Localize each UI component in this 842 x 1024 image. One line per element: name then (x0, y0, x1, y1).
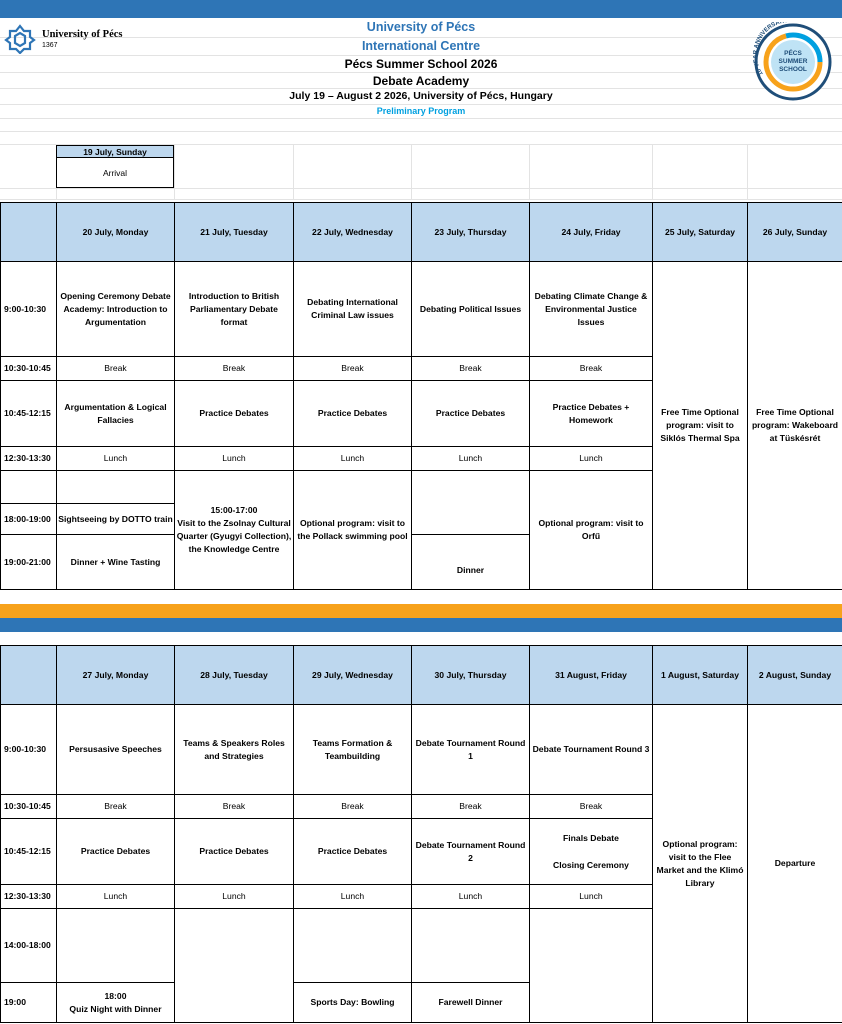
week1-day-header: 20 July, Monday (57, 203, 175, 262)
lunch-cell: Lunch (412, 447, 530, 471)
monday-evening-activity: Quiz Night with Dinner (69, 1003, 162, 1014)
badge-line2: SUMMER (778, 58, 808, 65)
break-cell: Break (294, 357, 412, 381)
empty-cell (530, 909, 653, 1023)
session-cell: Practice Debates (294, 819, 412, 885)
empty-cell (57, 909, 175, 983)
week2-day-header: 31 August, Friday (530, 646, 653, 705)
saturday-free-time: Free Time Optional program: visit to Siklós Thermal Spa (653, 262, 748, 590)
week1-day-header: 26 July, Sunday (748, 203, 842, 262)
time-slot: 19:00-21:00 (1, 535, 57, 590)
break-cell: Break (57, 795, 175, 819)
week1-day-header: 21 July, Tuesday (175, 203, 294, 262)
empty-cell (412, 909, 530, 983)
badge-ring-text: 10 YEAR ANNIVERSA (753, 22, 781, 77)
anniversary-badge-icon (753, 22, 833, 102)
time-slot: 12:30-13:30 (1, 447, 57, 471)
sunday-free-time: Free Time Optional program: Wakeboard at Tüskésrét (748, 262, 842, 590)
time-slot: 10:45-12:15 (1, 381, 57, 447)
week1-day-header: 23 July, Thursday (412, 203, 530, 262)
lunch-cell: Lunch (294, 885, 412, 909)
break-cell: Break (294, 795, 412, 819)
divider-blue-stripe (0, 618, 842, 632)
break-cell: Break (175, 357, 294, 381)
session-cell: Teams Formation & Teambuilding (294, 705, 412, 795)
arrival-activity: Arrival (56, 158, 174, 188)
break-cell: Break (412, 357, 530, 381)
empty-cell (294, 909, 412, 983)
session-cell: Debate Tournament Round 2 (412, 819, 530, 885)
logo-name: University of Pécs (42, 29, 123, 40)
session-cell: Teams & Speakers Roles and Strategies (175, 705, 294, 795)
saturday-optional-program: Optional program: visit to the Flee Market and the Klimó Library (653, 705, 748, 1023)
week2-schedule-table (0, 645, 842, 1023)
lunch-cell: Lunch (57, 885, 175, 909)
divider-orange-stripe (0, 604, 842, 618)
session-cell: Sports Day: Bowling (294, 983, 412, 1023)
break-cell: Break (530, 357, 653, 381)
lunch-cell: Lunch (57, 447, 175, 471)
session-cell: Practice Debates (175, 381, 294, 447)
empty-cell (175, 909, 294, 1023)
session-cell: Introduction to British Parliamentary Debate format (175, 262, 294, 357)
session-cell: Argumentation & Logical Fallacies (57, 381, 175, 447)
week1-schedule-table (0, 202, 842, 590)
time-slot: 19:00 (1, 983, 57, 1023)
session-cell: Practice Debates (57, 819, 175, 885)
session-cell: Debate Tournament Round 1 (412, 705, 530, 795)
lunch-cell: Lunch (175, 447, 294, 471)
week2-corner-cell (1, 646, 57, 705)
lunch-cell: Lunch (175, 885, 294, 909)
badge-line1: PÉCS (784, 50, 802, 57)
week2-day-header: 1 August, Saturday (653, 646, 748, 705)
session-cell: Farewell Dinner (412, 983, 530, 1023)
empty-cell (57, 471, 175, 504)
week1-day-header: 24 July, Friday (530, 203, 653, 262)
week2-day-header: 28 July, Tuesday (175, 646, 294, 705)
week2-day-header: 30 July, Thursday (412, 646, 530, 705)
lunch-cell: Lunch (294, 447, 412, 471)
break-cell: Break (412, 795, 530, 819)
break-cell: Break (530, 795, 653, 819)
friday-finals-cell (530, 819, 653, 885)
time-slot (1, 471, 57, 504)
week1-day-header: 22 July, Wednesday (294, 203, 412, 262)
lunch-cell: Lunch (412, 885, 530, 909)
time-slot: 10:30-10:45 (1, 357, 57, 381)
session-cell: Debating Political Issues (412, 262, 530, 357)
tuesday-afternoon-activity: Visit to the Zsolnay Cultural Quarter (Gyugyi Collection), the Knowledge Centre (176, 518, 292, 554)
header-academy: Debate Academy (372, 74, 470, 88)
logo-year: 1367 (42, 42, 58, 49)
week2-day-header: 2 August, Sunday (748, 646, 842, 705)
week1-corner-cell (1, 203, 57, 262)
monday-evening-cell (57, 983, 175, 1023)
top-accent-bar (0, 0, 842, 18)
arrival-day: 19 July, Sunday (56, 145, 174, 158)
tuesday-afternoon-cell (175, 471, 294, 590)
time-slot: 10:30-10:45 (1, 795, 57, 819)
lunch-cell: Lunch (530, 885, 653, 909)
break-cell: Break (175, 795, 294, 819)
session-cell: Debating International Criminal Law issues (294, 262, 412, 357)
session-cell: Practice Debates (412, 381, 530, 447)
badge-line3: SCHOOL (779, 66, 807, 73)
session-cell: Persusasive Speeches (57, 705, 175, 795)
closing-ceremony: Closing Ceremony (553, 859, 629, 870)
session-cell: Debating Climate Change & Environmental Justice Issues (530, 262, 653, 357)
session-cell: Opening Ceremony Debate Academy: Introduction to Argumentation (57, 262, 175, 357)
thursday-dinner-cell: Dinner (412, 535, 530, 590)
time-slot: 9:00-10:30 (1, 262, 57, 357)
monday-evening-time: 18:00 (104, 990, 127, 1001)
time-slot: 9:00-10:30 (1, 705, 57, 795)
session-cell: Practice Debates (175, 819, 294, 885)
break-cell: Break (57, 357, 175, 381)
lunch-cell: Lunch (530, 447, 653, 471)
time-slot: 14:00-18:00 (1, 909, 57, 983)
header-university: University of Pécs (366, 20, 476, 34)
anniversary-badge (753, 22, 833, 102)
time-slot: 18:00-19:00 (1, 504, 57, 535)
week2-day-header: 29 July, Wednesday (294, 646, 412, 705)
week1-day-header: 25 July, Saturday (653, 203, 748, 262)
time-slot: 12:30-13:30 (1, 885, 57, 909)
header-centre: International Centre (361, 39, 481, 53)
header-school: Pécs Summer School 2026 (344, 57, 498, 71)
sunday-departure: Departure (748, 705, 842, 1023)
header-program-note: Preliminary Program (376, 106, 466, 116)
session-cell: Sightseeing by DOTTO train (57, 504, 175, 535)
session-cell: Dinner + Wine Tasting (57, 535, 175, 590)
wednesday-afternoon-cell: Optional program: visit to the Pollack swimming pool (294, 471, 412, 590)
header-dates: July 19 – August 2 2026, University of Pécs, Hungary (289, 90, 553, 102)
time-slot: 10:45-12:15 (1, 819, 57, 885)
friday-afternoon-cell: Optional program: visit to Orfű (530, 471, 653, 590)
empty-cell (412, 471, 530, 535)
session-cell: Debate Tournament Round 3 (530, 705, 653, 795)
session-cell: Practice Debates (294, 381, 412, 447)
finals-debate: Finals Debate (563, 832, 619, 843)
tuesday-afternoon-time: 15:00-17:00 (210, 505, 258, 515)
week2-day-header: 27 July, Monday (57, 646, 175, 705)
session-cell: Practice Debates + Homework (530, 381, 653, 447)
